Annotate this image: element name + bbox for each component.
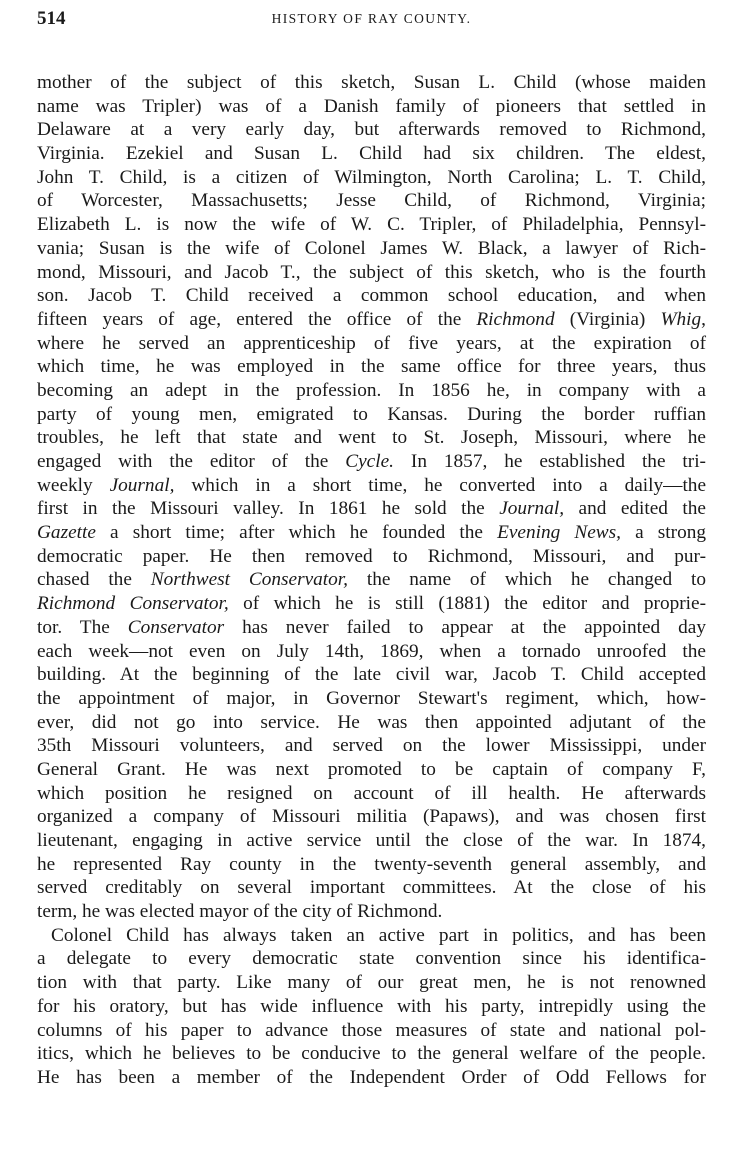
italic-title: Conservator	[127, 616, 225, 638]
text-line	[37, 1019, 706, 1043]
text-line	[37, 758, 706, 782]
text-segment: ,	[701, 308, 706, 330]
text-line	[37, 284, 706, 308]
text-segment: columns of his paper to advance those measures of state and national pol-	[37, 1019, 706, 1041]
text-line	[37, 189, 706, 213]
italic-title: Cycle.	[345, 451, 394, 472]
text-segment: Elizabeth L. is now the wife of W. C. Tripler, of Philadelphia, Pennsyl-	[37, 214, 706, 236]
text-line	[37, 711, 706, 735]
text-segment: tor. The	[37, 616, 128, 638]
text-segment: becoming an adept in the profession. In 1856 he, in company with a	[37, 379, 706, 401]
text-line	[37, 426, 706, 450]
text-segment: vania; Susan is the wife of Colonel James W. Black, a lawyer of Rich-	[37, 237, 706, 259]
text-line	[37, 805, 706, 829]
text-segment: chased the	[37, 569, 151, 591]
text-line	[37, 142, 706, 166]
italic-title: Northwest Conservator,	[150, 569, 348, 591]
text-segment: democratic paper. He then removed to Richmond, Missouri, and pur-	[37, 545, 706, 567]
text-segment: mond, Missouri, and Jacob T., the subject of this sketch, who is the fourth	[37, 261, 706, 283]
text-line	[37, 379, 706, 403]
text-line	[37, 663, 706, 687]
italic-title: Gazette	[37, 522, 96, 544]
text-line	[37, 592, 706, 616]
text-line	[37, 261, 706, 285]
text-segment: of Worcester, Massachusetts; Jesse Child, of Richmond, Virginia;	[37, 190, 706, 212]
text-segment: son. Jacob T. Child received a common school education, and when	[37, 285, 706, 307]
text-segment: name was Tripler) was of a Danish family of pioneers that settled in	[37, 95, 706, 117]
body-text	[37, 71, 706, 1090]
text-line	[37, 971, 706, 995]
text-segment: which position he resigned on account of ill health. He afterwards	[37, 782, 706, 804]
text-segment: the appointment of major, in Governor Stewart's regiment, which, how-	[37, 687, 706, 709]
text-segment: 35th Missouri volunteers, and served on the lower Mississippi, under	[37, 735, 706, 757]
text-segment: Colonel Child has always taken an active part in politics, and has been	[51, 924, 706, 946]
text-line	[37, 1066, 706, 1090]
text-segment: ever, did not go into service. He was then appointed adjutant of the	[37, 711, 706, 733]
text-line	[37, 95, 706, 119]
text-line	[37, 687, 706, 711]
text-segment: General Grant. He was next promoted to be captain of company F,	[37, 758, 706, 780]
running-title: HISTORY OF RAY COUNTY.	[271, 11, 472, 26]
text-segment: mother of the subject of this sketch, Susan L. Child (whose maiden	[37, 72, 706, 93]
italic-title: Richmond Conservator,	[37, 593, 229, 615]
text-segment: the name of which he changed to	[348, 569, 706, 591]
text-segment: In 1857, he established the tri-	[393, 451, 706, 472]
page-header	[37, 8, 706, 34]
text-line	[37, 118, 706, 142]
text-line	[37, 900, 706, 924]
text-segment: John T. Child, is a citizen of Wilmington, North Carolina; L. T. Child,	[37, 166, 706, 188]
text-line	[37, 545, 706, 569]
text-segment: term, he was elected mayor of the city of Richmond.	[37, 901, 443, 923]
text-segment: where he served an apprenticeship of five years, at the expiration of	[37, 332, 706, 354]
text-segment: fifteen years of age, entered the office of the	[37, 308, 477, 330]
text-segment: which in a short time, he converted into a daily—the	[174, 474, 707, 496]
text-line	[37, 474, 706, 498]
text-line	[37, 734, 706, 758]
text-line	[37, 450, 706, 474]
text-segment: building. At the beginning of the late civil war, Jacob T. Child accepted	[37, 664, 706, 686]
text-line	[37, 947, 706, 971]
text-line	[37, 166, 706, 190]
text-line	[37, 782, 706, 806]
text-segment: Virginia. Ezekiel and Susan L. Child had six children. The eldest,	[37, 143, 706, 165]
text-line	[37, 497, 706, 521]
text-line	[37, 1042, 706, 1066]
text-line	[37, 829, 706, 853]
text-line	[37, 853, 706, 877]
text-segment: he represented Ray county in the twenty-seventh general assembly, and	[37, 853, 706, 875]
text-line	[37, 332, 706, 356]
text-line	[37, 616, 706, 640]
text-segment: engaged with the editor of the	[37, 451, 346, 472]
text-segment: organized a company of Missouri militia (Papaws), and was chosen first	[37, 806, 706, 828]
text-line	[37, 521, 706, 545]
text-segment: of which he is still (1881) the editor and proprie-	[228, 593, 707, 615]
text-segment: Delaware at a very early day, but afterwards removed to Richmond,	[37, 119, 706, 141]
text-segment: first in the Missouri valley. In 1861 he sold the	[37, 498, 500, 520]
italic-title: Evening News,	[497, 522, 621, 544]
text-line	[37, 403, 706, 427]
text-line	[37, 213, 706, 237]
italic-title: Journal,	[109, 474, 175, 496]
text-segment: a delegate to every democratic state convention since his identifica-	[37, 948, 706, 970]
text-segment: weekly	[37, 474, 110, 496]
text-segment: troubles, he left that state and went to St. Joseph, Missouri, where he	[37, 427, 706, 449]
text-segment: served creditably on several important committees. At the close of his	[37, 877, 706, 899]
text-line	[37, 355, 706, 379]
text-segment: which time, he was employed in the same office for three years, thus	[37, 356, 706, 378]
text-line	[37, 71, 706, 95]
text-line	[37, 924, 706, 948]
text-segment: a short time; after which he founded the	[95, 522, 498, 544]
text-line	[37, 237, 706, 261]
text-segment: each week—not even on July 14th, 1869, when a tornado unroofed the	[37, 640, 706, 662]
italic-title: Richmond	[476, 308, 555, 330]
text-segment: He has been a member of the Independent Order of Odd Fellows for	[37, 1066, 706, 1088]
text-segment: itics, which he believes to be conducive to the general welfare of the people.	[37, 1043, 706, 1065]
text-line	[37, 876, 706, 900]
text-line	[37, 568, 706, 592]
page-number: 514	[37, 8, 66, 29]
italic-title: Whig	[660, 308, 702, 330]
text-segment: and edited the	[564, 498, 706, 520]
text-line	[37, 640, 706, 664]
text-segment: (Virginia)	[554, 308, 661, 330]
text-segment: tion with that party. Like many of our great men, he is not renowned	[37, 972, 706, 994]
text-line	[37, 995, 706, 1019]
text-line	[37, 308, 706, 332]
text-segment: has never failed to appear at the appointed day	[224, 616, 706, 638]
text-segment: lieutenant, engaging in active service until the close of the war. In 1874,	[37, 830, 706, 851]
text-segment: party of young men, emigrated to Kansas. During the border ruffian	[37, 403, 706, 425]
text-segment: a strong	[621, 522, 706, 544]
text-segment: for his oratory, but has wide influence with his party, intrepidly using the	[37, 995, 706, 1017]
italic-title: Journal,	[499, 498, 565, 520]
